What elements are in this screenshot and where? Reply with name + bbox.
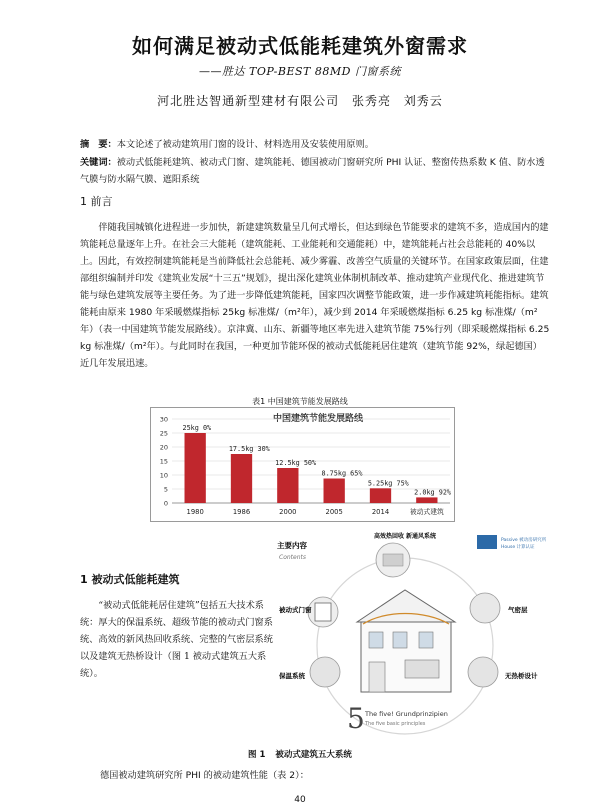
page-subtitle: ——胜达 TOP-BEST 88MD 门窗系统	[199, 65, 401, 78]
keywords-text: 被动式低能耗建筑、被动式门窗、建筑能耗、德国被动门窗研究所 PHI 认证、整窗传热系数 K 值、防水透气膜与防水隔气膜、遮阳系统	[80, 157, 545, 185]
bridge-photo-circle	[468, 657, 498, 687]
section-2-heading: 1 被动式低能耗建筑	[80, 573, 180, 586]
chart-data-label: 12.5kg 50%	[275, 459, 317, 467]
section-2-body: “被动式低能耗居住建筑”包括五大技术系统：厚大的保温系统、超级节能的被动式门窗系统、高效的新风热回收系统、完整的气密层系统以及建筑无热桥设计（图 1 被动式建筑五大系统）。	[80, 600, 273, 679]
x-tick-label: 1986	[232, 508, 251, 516]
abstract-label: 摘 要：	[80, 139, 117, 150]
y-tick-label: 10	[159, 471, 168, 480]
house-window-2	[393, 632, 407, 648]
phi-logo-icon	[477, 535, 497, 549]
chart-bar	[277, 468, 298, 503]
hrv-unit-icon	[383, 554, 403, 566]
figure-caption-number: 图 1	[248, 750, 266, 760]
airtight-photo-circle	[470, 593, 500, 623]
label-airtight: 气密层	[508, 606, 528, 614]
label-hrv: 高效热回收 新通风系统	[373, 533, 437, 540]
house-roof	[357, 590, 455, 622]
house-window-1	[369, 632, 383, 648]
label-bridge: 无热桥设计	[505, 672, 538, 680]
keywords-label: 关键词：	[80, 157, 117, 168]
figure-caption-text: 被动式建筑五大系统	[275, 750, 352, 760]
y-tick-label: 20	[159, 443, 168, 452]
house-interior-box	[405, 660, 439, 678]
x-tick-label: 2000	[279, 508, 297, 516]
last-line: 德国被动建筑研究所 PHI 的被动建筑性能（表 2）：	[100, 770, 309, 781]
chart-bar	[370, 488, 391, 503]
chart-bar	[324, 479, 345, 504]
table-caption: 表1 中国建筑节能发展路线	[252, 397, 348, 406]
x-tick-label: 2005	[325, 508, 343, 516]
logo-subtext: House 计算认证	[501, 545, 535, 550]
x-tick-label: 1980	[186, 508, 204, 516]
chart-data-label: 25kg 0%	[182, 424, 212, 432]
y-tick-label: 25	[159, 429, 168, 438]
section-1-body: 伴随我国城镇化进程进一步加快，新建建筑数量呈几何式增长，但达到绿色节能要求的建筑不多，造成国内的建筑能耗总量逐年上升。在社会三大能耗（建筑能耗、工业能耗和交通能耗）中，建筑能耗占社会总能耗的 40%以上。因此，有效控制建筑能耗是当前降低社会总能耗、减少雾霾、改善空气质量的关键环节。在国家政策层面，住建部组织编制并印发《建筑业发展“十三五”规划》，提出深化建筑业体制机制改革、推动建筑产业现代化、推进建筑节能与绿色建筑发展等主要任务。为了进一步降低建筑能耗，国家四次调整节能政策，进一步作减建筑耗能指标。建筑能耗由原来 1980 年采暖燃煤指标 25kg 标准煤/（m²年），减少到 2014 年采暖燃煤指标 6.25 kg 标准煤/（m²年）（表一中国建筑节能发展路线）。京津冀、山东、新疆等地区率先进入建筑节能 75%行列（即采暖燃煤指标 6.25 kg 标准煤/（m²年）。与此同时在我国，一种更加节能环保的被动式低能耗居住建筑（建筑节能 92%，绿起德国）近几年发展迅速。	[80, 222, 550, 369]
house-door	[369, 662, 385, 692]
y-tick-label: 5	[163, 485, 168, 494]
authors-line: 河北胜达智通新型建材有限公司 张秀亮 刘秀云	[157, 94, 443, 108]
chart-data-label: 5.25kg 75%	[367, 479, 409, 488]
page-number: 40	[294, 795, 306, 805]
energy-route-chart	[150, 407, 455, 522]
y-tick-label: 0	[163, 499, 168, 508]
house-window-3	[419, 632, 433, 648]
section-1-heading: 1 前言	[80, 195, 113, 208]
chart-bar	[231, 454, 252, 503]
chart-data-label: 17.5kg 30%	[228, 445, 270, 453]
logo-text: Passive 被动房研究所	[501, 538, 547, 543]
label-window: 被动式门窗	[279, 606, 312, 614]
x-tick-label: 2014	[371, 508, 390, 516]
chart-data-label: 2.0kg 92%	[414, 488, 452, 497]
abstract	[80, 136, 550, 153]
chart-title: 中国建筑节能发展路线	[272, 414, 364, 424]
abstract-text: 本文论述了被动建筑用门窗的设计、材料选用及安装使用原则。	[116, 139, 374, 150]
window-icon	[315, 603, 331, 621]
big-caption-sub: The five basic principles	[365, 721, 426, 727]
chart-bar	[185, 433, 206, 503]
five-systems-figure	[265, 530, 555, 745]
chart-data-label: 8.75kg 65%	[321, 469, 363, 478]
figure-main-title: 主要内容	[277, 541, 307, 550]
page-title: 如何满足被动式低能耗建筑外窗需求	[132, 34, 468, 58]
big-number-five: 5	[347, 702, 365, 735]
keywords	[80, 154, 550, 188]
insulation-photo-circle	[310, 657, 340, 687]
y-tick-label: 15	[159, 457, 168, 466]
label-insulation: 保温系统	[279, 672, 305, 680]
figure-caption	[0, 748, 600, 760]
y-tick-label: 30	[159, 415, 168, 424]
figure-main-subtitle: Contents	[279, 554, 306, 561]
chart-bar	[416, 497, 437, 503]
x-tick-label: 被动式建筑	[409, 508, 444, 516]
big-caption: The five! Grundprinzipien	[365, 710, 448, 718]
